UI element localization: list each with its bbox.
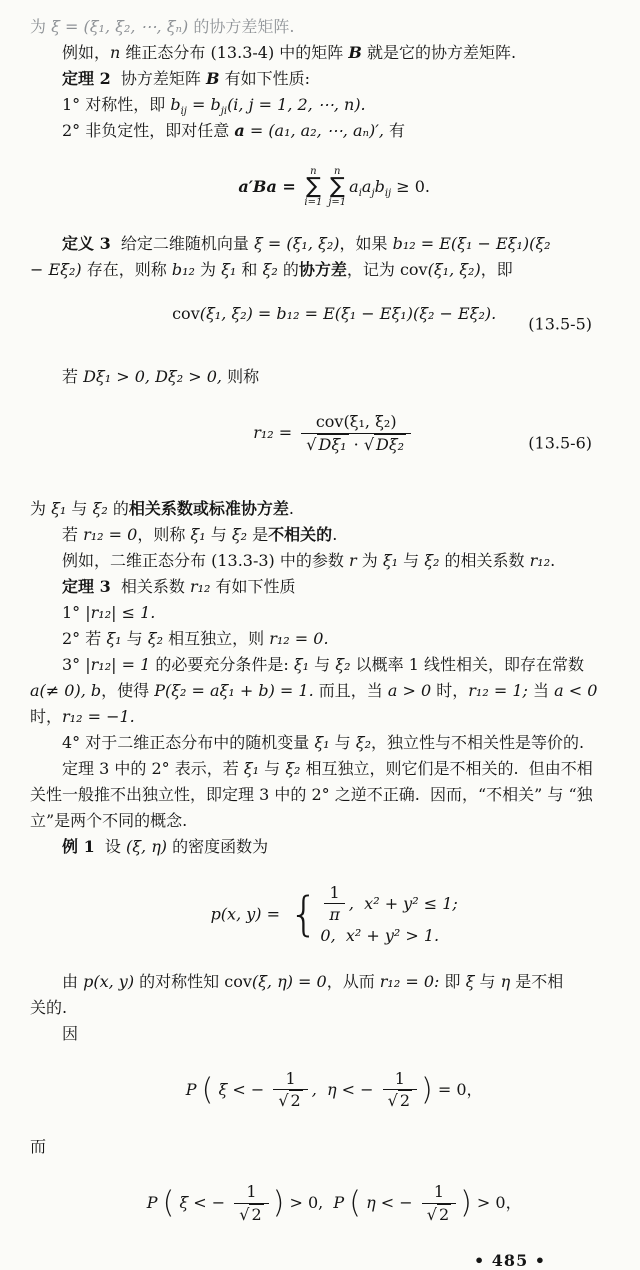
math-text: r₁₂ = xyxy=(253,423,298,443)
text-line: 因 xyxy=(62,1023,79,1043)
formula-correlation-coefficient xyxy=(30,394,618,492)
text-line: a(≠ 0), b，使得 P(ξ₂ = aξ₁ + b) = 1. 而且，当 a > 0 时，r₁₂ = 1; 当 a < 0 xyxy=(30,681,598,701)
math-text: P xyxy=(333,1193,350,1213)
piecewise-cases: $\frac{1}{\pi}$ , x² + y² ≤ 1; 0, x² + y² > 1. xyxy=(320,882,458,946)
fraction: $\frac{1}{√ 2}$ xyxy=(383,1070,417,1111)
right-paren-icon: ) xyxy=(460,1185,472,1221)
text-line: 为 ξ = (ξ₁, ξ₂, ⋯, ξₙ) 的协方差矩阵. xyxy=(30,17,295,36)
math-text: = 0， xyxy=(432,1079,483,1099)
right-paren-icon: ) xyxy=(272,1185,285,1221)
math-text: , η < − xyxy=(311,1079,379,1099)
radical-icon: √ xyxy=(239,1204,250,1224)
text-line: − Eξ₂) 存在，则称 b₁₂ 为 ξ₁ 和 ξ₂ 的协方差，记为 cov(ξ₁, ξ₂)，即 xyxy=(30,260,513,280)
math-text: b xyxy=(374,177,385,197)
math-text: ξ < − xyxy=(213,1079,270,1099)
left-paren-icon: ( xyxy=(201,1072,214,1108)
math-text: ξ < − xyxy=(174,1193,231,1213)
fraction: $\frac{1}{√ 2}$ xyxy=(422,1183,456,1224)
text-line: 时，r₁₂ = −1. xyxy=(30,707,135,727)
math-text: a xyxy=(349,177,359,197)
left-paren-icon: ( xyxy=(162,1185,175,1221)
math-text: P xyxy=(146,1193,163,1213)
text-line: 立”是两个不同的概念. xyxy=(30,811,188,831)
text-line: 例如，n 维正态分布 (13.3-4) 中的矩阵 B 就是它的协方差矩阵. xyxy=(62,43,517,62)
math-text: P xyxy=(185,1079,202,1099)
text-line: 而 xyxy=(30,1137,47,1157)
radical-icon: √ xyxy=(363,434,375,454)
formula-density-function xyxy=(30,864,618,965)
text-line-definition-3: 定义 3 给定二维随机向量 ξ = (ξ₁, ξ₂)，如果 b₁₂ = E(ξ₁ − Eξ₁)(ξ₂ xyxy=(62,234,551,254)
text-line: 由 p(x, y) 的对称性知 cov(ξ, η) = 0，从而 r₁₂ = 0: 即 ξ 与 η 是不相 xyxy=(62,971,564,991)
formula-quadratic-form: a′Ba = n ∑ i=1 n ∑ j=1 $a_ia_jb_{ij} \ge 0$. xyxy=(238,166,430,209)
right-paren-icon: ) xyxy=(421,1072,433,1108)
text-line-example-1: 例 1 设 (ξ, η) 的密度函数为 xyxy=(62,837,269,857)
text-line: 例如，二维正态分布 (13.3-3) 中的参数 r 为 ξ₁ 与 ξ₂ 的相关系数 r₁₂. xyxy=(62,551,556,571)
page-number: • 485 • xyxy=(474,1251,546,1270)
text-line: 1° |r₁₂| ≤ 1. xyxy=(62,603,156,623)
math-text: (ξ₁, ξ₂) = b₁₂ = E(ξ₁ − Eξ₁)(ξ₂ − Eξ₂). xyxy=(199,304,497,324)
text-line: 若 r₁₂ = 0，则称 ξ₁ 与 ξ₂ 是不相关的. xyxy=(62,525,338,545)
text-line: 3° |r₁₂| = 1 的必要充分条件是: ξ₁ 与 ξ₂ 以概率 1 线性相关，即存在常数 xyxy=(62,655,584,675)
text-line-theorem-3: 定理 3 相关系数 r₁₂ 有如下性质 xyxy=(62,577,296,597)
radical-icon: √ xyxy=(426,1204,437,1224)
formula-covariance-definition xyxy=(30,285,618,362)
math-text: p(x, y) = xyxy=(210,904,286,924)
formula-marginal-probabilities-positive xyxy=(30,1164,618,1243)
fraction: $\frac{1}{\pi}$ xyxy=(324,884,345,925)
summation-sigma-icon: n ∑ j=1 xyxy=(328,166,347,209)
text-line-theorem-2: 定理 2 协方差矩阵 B 有如下性质: xyxy=(62,69,310,88)
radical-icon: √ xyxy=(278,1091,289,1111)
math-text: η < − xyxy=(360,1193,418,1213)
math-text: cov xyxy=(172,304,200,324)
text-line: 若 Dξ₁ > 0, Dξ₂ > 0, 则称 xyxy=(62,367,260,387)
math-text: ≥ 0. xyxy=(391,177,430,197)
math-text: > 0, xyxy=(284,1193,334,1213)
math-text: a′Ba = xyxy=(238,177,302,197)
text-line: 2° 非负定性，即对任意 a = (a₁, a₂, ⋯, aₙ)′, 有 xyxy=(62,121,406,140)
text-line: 定理 3 中的 2° 表示，若 ξ₁ 与 ξ₂ 相互独立，则它们是不相关的. 但由不相 xyxy=(62,759,593,779)
text-line: 4° 对于二维正态分布中的随机变量 ξ₁ 与 ξ₂，独立性与不相关性是等价的. xyxy=(62,733,585,753)
math-text: > 0， xyxy=(471,1193,522,1213)
fraction: $\frac{1}{√ 2}$ xyxy=(273,1070,307,1111)
brace-icon: { xyxy=(289,887,319,942)
text-line: 关的. xyxy=(30,997,68,1017)
radical-icon: √ xyxy=(387,1091,398,1111)
fraction: $\frac{\text{cov(ξ₁, ξ₂)}}{\text{√ Dξ₁ · √ Dξ₂}}$ xyxy=(301,413,411,454)
text-line: 1° 对称性，即 $b_{ij} = b_{ji}(i$, j = 1, 2, ⋯, n). xyxy=(62,95,366,118)
equation-number: (13.5-6) xyxy=(528,433,592,453)
text-line: 2° 若 ξ₁ 与 ξ₂ 相互独立，则 r₁₂ = 0. xyxy=(62,629,329,649)
formula-joint-probability-zero xyxy=(30,1051,618,1130)
left-paren-icon: ( xyxy=(349,1185,361,1221)
summation-sigma-icon: n ∑ i=1 xyxy=(304,166,323,209)
radical-icon: √ xyxy=(306,434,317,454)
text-line: 关性一般推不出独立性，即定理 3 中的 2° 之逆不正确. 因而，“不相关” 与 “独 xyxy=(30,785,593,805)
math-text: a xyxy=(361,177,372,197)
text-line: 为 ξ₁ 与 ξ₂ 的相关系数或标准协方差. xyxy=(30,499,294,519)
fraction: $\frac{1}{√ 2}$ xyxy=(234,1183,268,1224)
equation-number: (13.5-5) xyxy=(528,314,592,334)
